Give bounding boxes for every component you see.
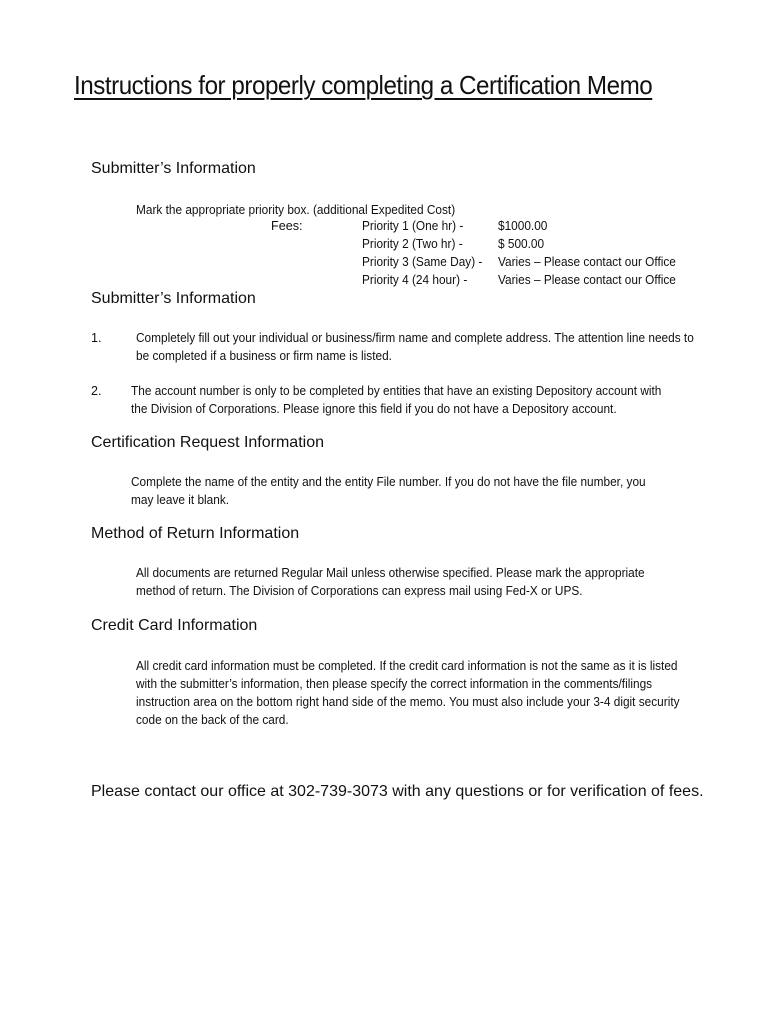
item-1-line-1: Completely fill out your individual or business/firm name and complete address. The attention line needs to bbox=[136, 331, 694, 345]
credit-card-line-2: with the submitter’s information, then please specify the correct information in the comments/filings bbox=[136, 677, 653, 691]
item-number-2: 2. bbox=[91, 384, 102, 398]
fee-name-priority-3: Priority 3 (Same Day) - bbox=[362, 255, 483, 269]
item-1-line-2: be completed if a business or firm name is listed. bbox=[136, 349, 392, 363]
fee-name-priority-1: Priority 1 (One hr) - bbox=[362, 219, 464, 233]
credit-card-line-1: All credit card information must be completed. If the credit card information is not the same as it is listed bbox=[136, 659, 678, 673]
contact-line: Please contact our office at 302-739-3073 with any questions or for verification of fees. bbox=[91, 783, 704, 800]
fees-label: Fees: bbox=[271, 219, 303, 233]
fee-price-priority-4: Varies – Please contact our Office bbox=[498, 273, 676, 287]
fee-price-priority-2: $ 500.00 bbox=[498, 237, 545, 251]
section-heading-certification-request: Certification Request Information bbox=[91, 434, 324, 451]
section-heading-submitter-info: Submitter’s Information bbox=[91, 290, 256, 307]
method-of-return-line-2: method of return. The Division of Corporations can express mail using Fed-X or UPS. bbox=[136, 584, 583, 598]
priority-instruction: Mark the appropriate priority box. (additional Expedited Cost) bbox=[136, 203, 456, 217]
certification-request-line-2: may leave it blank. bbox=[131, 493, 230, 507]
method-of-return-line-1: All documents are returned Regular Mail unless otherwise specified. Please mark the appropriate bbox=[136, 566, 645, 580]
fee-price-priority-1: $1000.00 bbox=[498, 219, 548, 233]
section-heading-credit-card: Credit Card Information bbox=[91, 617, 258, 634]
page-title: Instructions for properly completing a Certification Memo bbox=[74, 70, 653, 100]
credit-card-line-4: code on the back of the card. bbox=[136, 713, 289, 727]
section-heading-method-of-return: Method of Return Information bbox=[91, 525, 300, 542]
certification-request-line-1: Complete the name of the entity and the entity File number. If you do not have the file number, you bbox=[131, 475, 646, 489]
item-number-1: 1. bbox=[91, 331, 102, 345]
item-2-line-2: the Division of Corporations. Please ignore this field if you do not have a Depository account. bbox=[131, 402, 617, 416]
item-2-line-1: The account number is only to be completed by entities that have an existing Depository account with bbox=[131, 384, 662, 398]
fee-name-priority-2: Priority 2 (Two hr) - bbox=[362, 237, 463, 251]
section-heading-submitter-priority: Submitter’s Information bbox=[91, 160, 256, 177]
credit-card-line-3: instruction area on the bottom right hand side of the memo. You must also include your 3-4 digit security bbox=[136, 695, 680, 709]
fee-name-priority-4: Priority 4 (24 hour) - bbox=[362, 273, 468, 287]
fee-price-priority-3: Varies – Please contact our Office bbox=[498, 255, 676, 269]
